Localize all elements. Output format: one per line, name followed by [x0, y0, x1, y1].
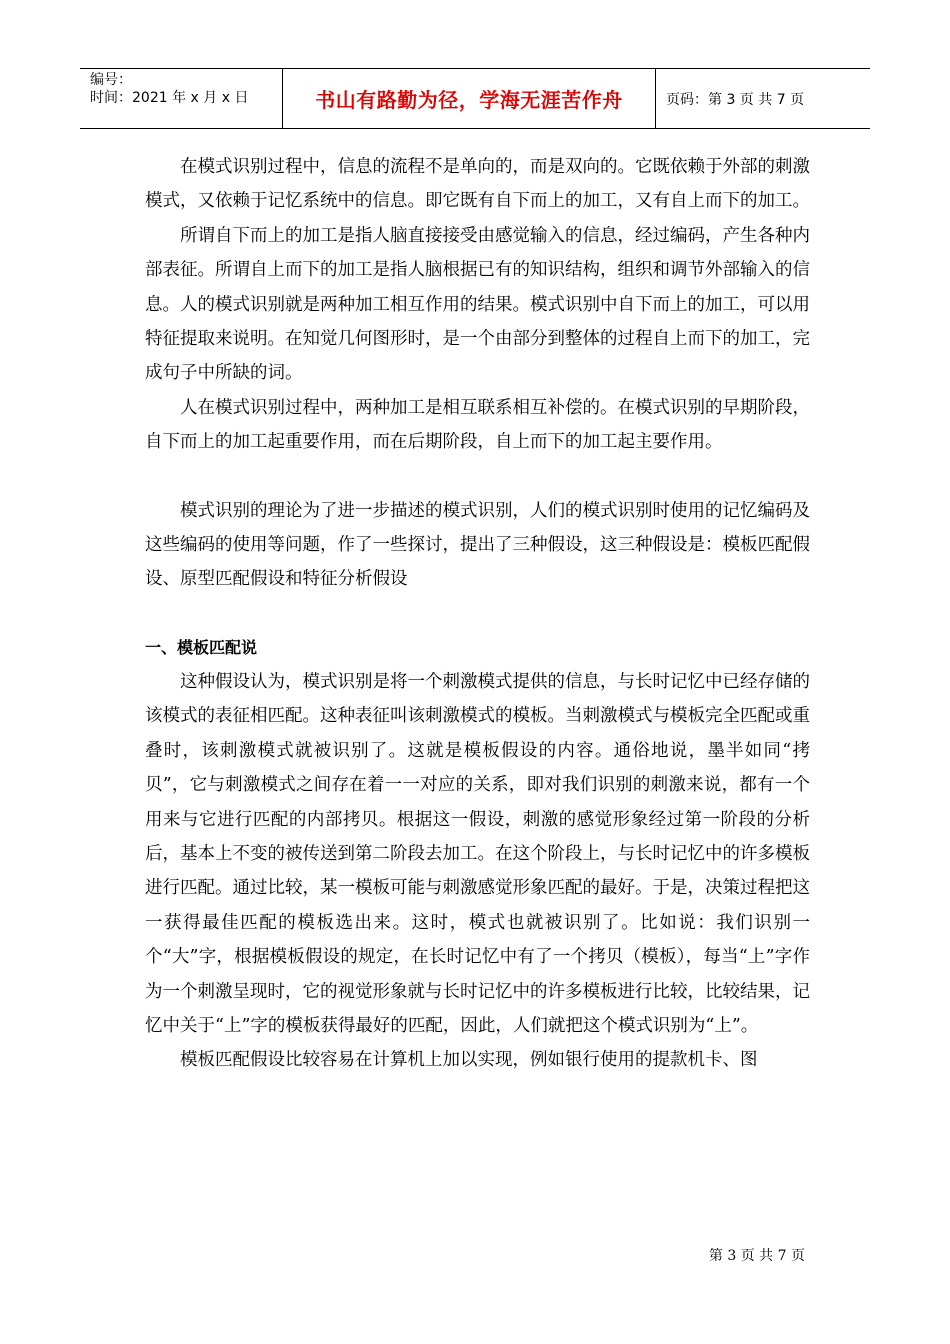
- document-body: [145, 150, 810, 1078]
- paragraph: 所谓自下而上的加工是指人脑直接接受由感觉输入的信息，经过编码，产生各种内部表征。所谓自上而下的加工是指人脑根据已有的知识结构，组织和调节外部输入的信息。人的模式识别就是两种加工相互作用的结果。模式识别中自下而上的加工，可以用特征提取来说明。在知觉几何图形时，是一个由部分到整体的过程自上而下的加工，完成句子中所缺的词。: [145, 225, 810, 384]
- paragraph: 模式识别的理论为了进一步描述的模式识别，人们的模式识别时使用的记忆编码及这些编码的使用等问题，作了一些探讨，提出了三种假设，这三种假设是：模板匹配假设、原型匹配假设和特征分析假设: [145, 500, 810, 590]
- spacer: [145, 597, 810, 631]
- page-footer: 第 3 页 共 7 页: [708, 1248, 805, 1264]
- header-motto: 书山有路勤为径，学海无涯苦作舟: [283, 69, 656, 128]
- header-page-info: 页码：第 3 页 共 7 页: [666, 91, 805, 108]
- paragraph: 人在模式识别过程中，两种加工是相互联系相互补偿的。在模式识别的早期阶段，自下而上的加工起重要作用，而在后期阶段，自上而下的加工起主要作用。: [145, 397, 810, 453]
- page-header: [80, 68, 870, 129]
- paragraph: 这种假设认为，模式识别是将一个刺激模式提供的信息，与长时记忆中已经存储的该模式的表征相匹配。这种表征叫该刺激模式的模板。当刺激模式与模板完全匹配或重叠时，该刺激模式就被识别了。这就是模板假设的内容。通俗地说，墨半如同“拷贝”，它与刺激模式之间存在着一一对应的关系，即对我们识别的刺激来说，都有一个用来与它进行匹配的内部拷贝。根据这一假设，刺激的感觉形象经过第一阶段的分析后，基本上不变的被传送到第二阶段去加工。在这个阶段上，与长时记忆中的许多模板进行匹配。通过比较，某一模板可能与刺激感觉形象匹配的最好。于是，决策过程把这一获得最佳匹配的模板选出来。这时，模式也就被识别了。比如说：我们识别一个“大”字，根据模板假设的规定，在长时记忆中有了一个拷贝（模板），每当“上”字作为一个刺激呈现时，它的视觉形象就与长时记忆中的许多模板进行比较，比较结果，记忆中关于“上”字的模板获得最好的匹配，因此，人们就把这个模式识别为“上”。: [145, 671, 810, 1036]
- header-meta: [80, 69, 283, 128]
- paragraph: 模板匹配假设比较容易在计算机上加以实现，例如银行使用的提款机卡、图: [180, 1050, 758, 1071]
- document-number-label: 编号：: [90, 72, 132, 88]
- section-heading: 一、模板匹配说: [145, 637, 258, 657]
- document-date: 时间：2021 年 x 月 x 日: [90, 90, 249, 106]
- spacer: [145, 460, 810, 494]
- paragraph: 在模式识别过程中，信息的流程不是单向的，而是双向的。它既依赖于外部的刺激模式，又依赖于记忆系统中的信息。即它既有自下而上的加工，又有自上而下的加工。: [145, 157, 810, 212]
